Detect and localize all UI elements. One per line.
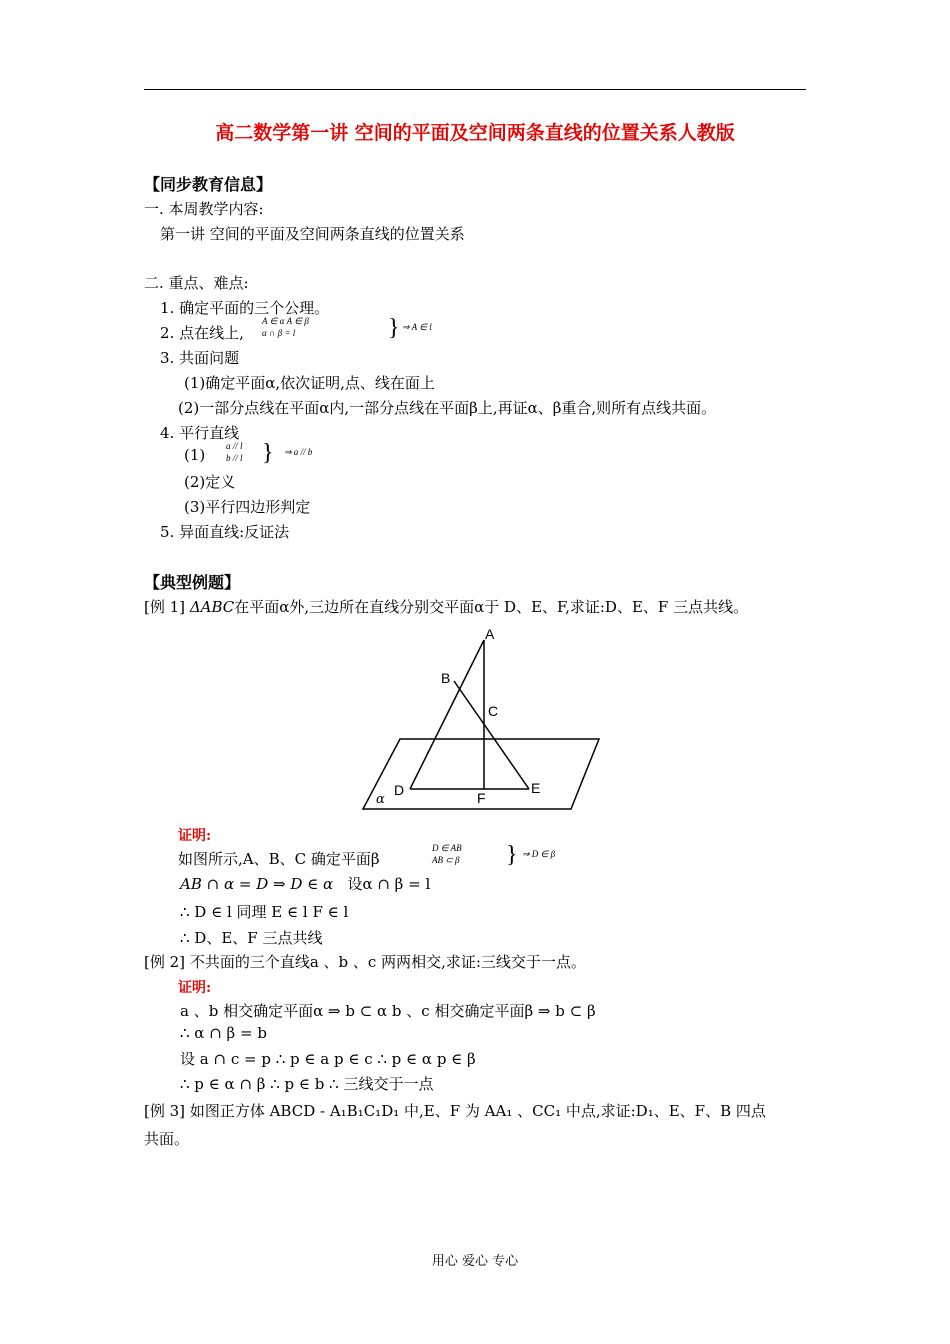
header-rule xyxy=(144,89,806,90)
ex1-figure xyxy=(350,620,610,820)
ex2-statement xyxy=(144,951,586,972)
label-e: E xyxy=(531,780,541,796)
s1-content: 第一讲 空间的平面及空间两条直线的位置关系 xyxy=(160,225,465,243)
ex3-prefix: [例 3] xyxy=(144,1102,186,1120)
s2-item-2: 2. 点在线上, xyxy=(160,324,244,342)
ex2-proof-line-1: a 、b 相交确定平面α ⇒ b ⊂ α b 、c 相交确定平面β ⇒ b ⊂ β xyxy=(180,1002,596,1020)
s2-item-3a: (1)确定平面α,依次证明,点、线在面上 xyxy=(184,374,435,392)
page-footer: 用心 爱心 专心 xyxy=(431,1254,519,1269)
s2-item-2-result: ⇒ A ∈ l xyxy=(402,322,432,332)
line-ad xyxy=(410,640,484,789)
ex2-proof-line-4: ∴ p ∈ α ∩ β ∴ p ∈ b ∴ 三线交于一点 xyxy=(180,1075,434,1093)
s2-item-5: 5. 异面直线:反证法 xyxy=(160,523,290,541)
s2-item-1: 1. 确定平面的三个公理。 xyxy=(160,299,330,317)
s2-item-2-formula-1: A ∈ α A ∈ β xyxy=(262,316,309,326)
brace-symbol: } xyxy=(506,842,518,868)
s2-item-3: 3. 共面问题 xyxy=(160,349,240,367)
label-alpha: α xyxy=(376,792,385,807)
sync-header: 【同步教育信息】 xyxy=(144,175,273,194)
ex1-proof-formula-2: AB ⊂ β xyxy=(432,855,460,865)
ex1-proof-line-2 xyxy=(180,873,430,894)
ex1-statement xyxy=(144,596,748,617)
ex2-proof-label: 证明: xyxy=(178,980,212,996)
ex1-proof-line-1: 如图所示,A、B、C 确定平面β xyxy=(178,850,380,868)
s2-item-4a-label: (1) xyxy=(184,446,206,464)
ex1-proof-formula-1: D ∈ AB xyxy=(432,843,462,853)
label-f: F xyxy=(477,790,486,806)
page-title: 高二数学第一讲 空间的平面及空间两条直线的位置关系人教版 xyxy=(215,122,735,144)
s2-item-4c: (3)平行四边形判定 xyxy=(184,498,311,516)
brace-symbol: } xyxy=(262,440,274,466)
ex1-proof-label: 证明: xyxy=(178,828,212,844)
ex3-statement-line-2: 共面。 xyxy=(144,1130,190,1148)
s2-heading: 二. 重点、难点: xyxy=(144,274,249,292)
s2-item-4b: (2)定义 xyxy=(184,473,236,491)
brace-symbol: } xyxy=(388,315,400,341)
examples-header: 【典型例题】 xyxy=(144,573,241,592)
s2-item-3b: (2)一部分点线在平面α内,一部分点线在平面β上,再证α、β重合,则所有点线共面。 xyxy=(178,399,717,417)
ex1-proof-line-2-math: AB ∩ α = D ⇒ D ∈ α xyxy=(180,875,334,893)
s2-item-4: 4. 平行直线 xyxy=(160,424,240,442)
s1-heading: 一. 本周教学内容: xyxy=(144,200,264,218)
s2-item-4a-formula-2: b // l xyxy=(226,453,243,463)
ex1-text: 在平面α外,三边所在直线分别交平面α于 D、E、F,求证:D、E、F 三点共线。 xyxy=(234,598,749,616)
ex2-proof-line-3: 设 a ∩ c = p ∴ p ∈ a p ∈ c ∴ p ∈ α p ∈ β xyxy=(180,1050,476,1068)
ex3-statement-line-1 xyxy=(144,1100,766,1121)
s2-item-4a-formula-1: a // l xyxy=(226,441,243,451)
label-c: C xyxy=(488,703,499,719)
ex1-proof-line-2-text: 设α ∩ β = l xyxy=(347,875,431,893)
label-a: A xyxy=(485,626,495,642)
line-be xyxy=(454,681,529,789)
ex1-prefix: [例 1] xyxy=(144,598,186,616)
ex1-proof-result: ⇒ D ∈ β xyxy=(522,849,556,859)
ex2-text: 不共面的三个直线a 、b 、c 两两相交,求证:三线交于一点。 xyxy=(189,953,586,971)
label-d: D xyxy=(394,782,405,798)
ex3-line-1: 如图正方体 ABCD - A₁B₁C₁D₁ 中,E、F 为 AA₁ 、CC₁ 中点,求证:D₁、E、F、B 四点 xyxy=(189,1102,766,1120)
s2-item-4a-result: ⇒ a // b xyxy=(284,447,313,457)
ex2-proof-line-2: ∴ α ∩ β = b xyxy=(180,1024,267,1042)
ex1-proof-line-4: ∴ D、E、F 三点共线 xyxy=(180,929,323,947)
ex2-prefix: [例 2] xyxy=(144,953,186,971)
ex1-proof-line-3: ∴ D ∈ l 同理 E ∈ l F ∈ l xyxy=(180,903,349,921)
s2-item-2-formula-2: α ∩ β = l xyxy=(262,328,296,338)
label-b: B xyxy=(441,670,451,686)
ex1-triangle: ΔABC xyxy=(189,598,235,616)
